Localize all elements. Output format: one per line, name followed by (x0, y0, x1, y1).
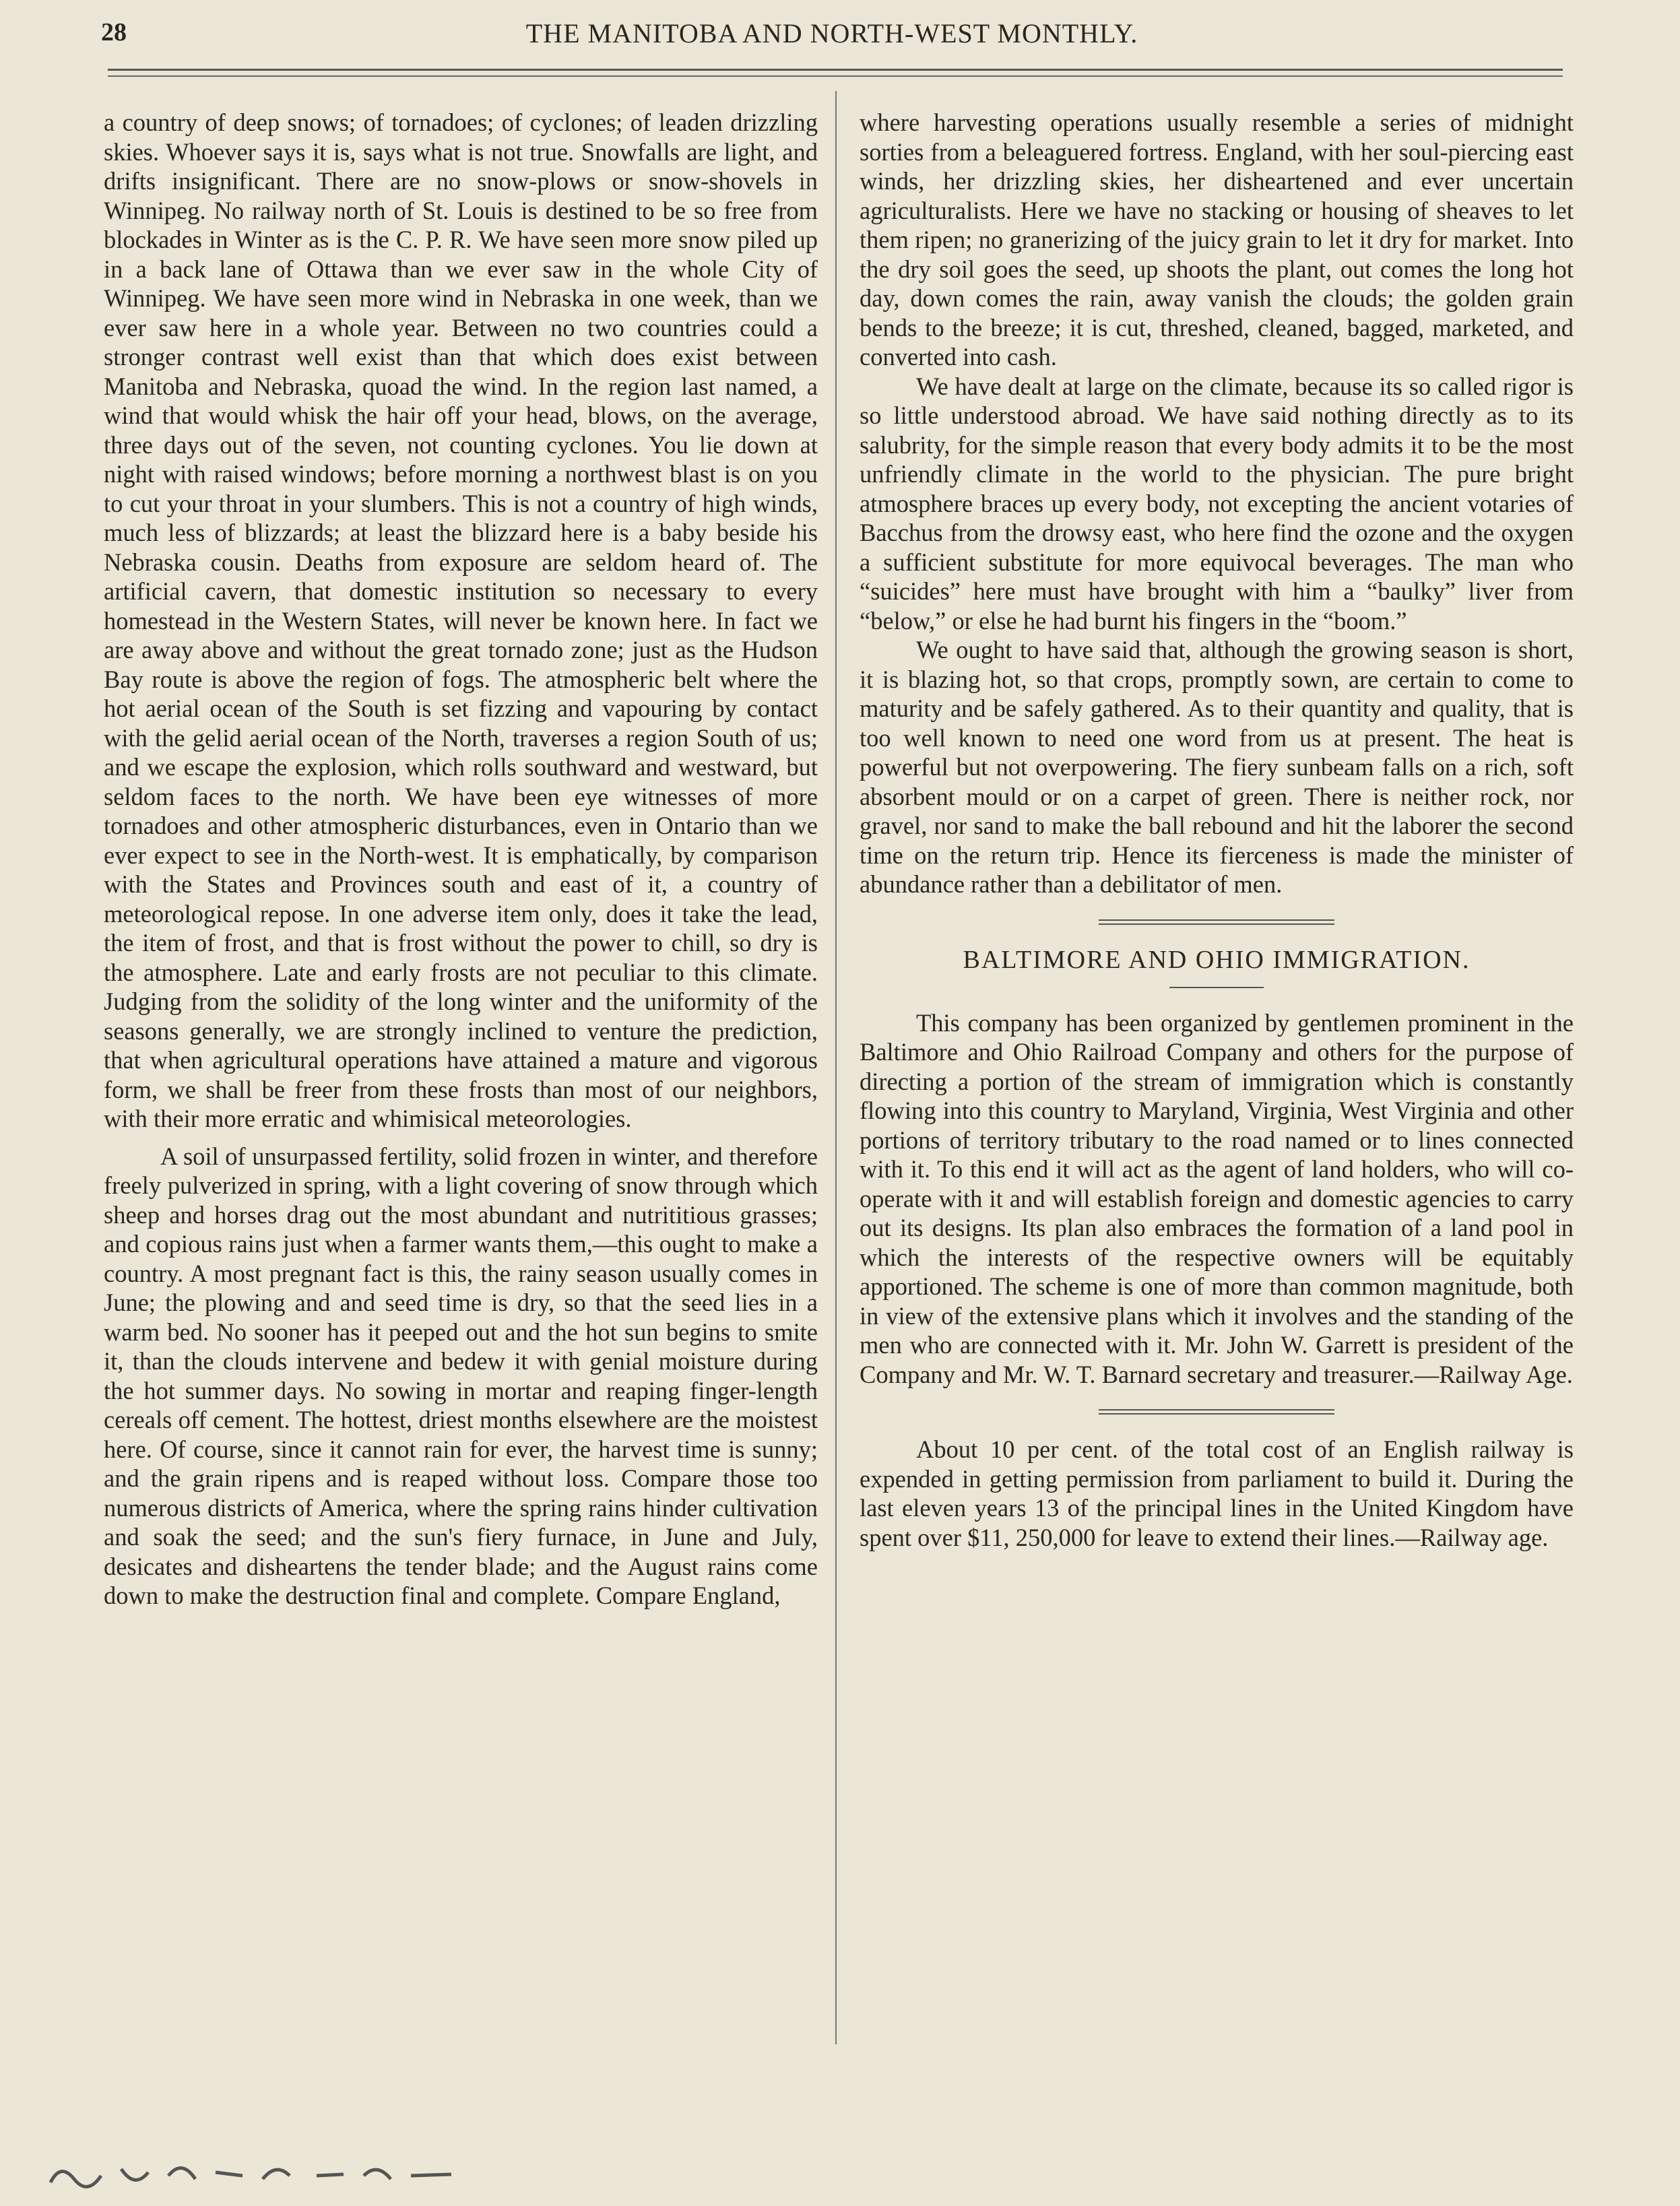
paragraph: where harvesting operations usually resemble a series of midnight sorties from a beleaguered fortress. England, with her soul-piercing east winds, her drizzling skies, her disheartened and ever uncertain agriculturalists. Here we have no stacking or housing of sheaves to let them ripen; no granerizing of the juicy grain to let it dry for market. Into the dry soil goes the seed, up shoots the plant, out comes the long hot day, down comes the rain, away vanish the clouds; the golden grain bends to the breeze; it is cut, threshed, cleaned, bagged, marketed, and converted into cash. (860, 108, 1574, 370)
page-number: 28 (101, 18, 127, 46)
right-column (860, 108, 1574, 1552)
section-separator (1099, 1409, 1334, 1415)
section-separator (1099, 919, 1334, 925)
running-head (101, 18, 1563, 58)
paragraph: a country of deep snows; of tornadoes; of cyclones; of leaden drizzling skies. Whoever says it is, says what is not true. Snowfalls are light, and drifts insignificant. There are no snow-plows or snow-shovels in Winnipeg. No railway north of St. Louis is destined to be so free from blockades in Winter as is the C. P. R. We have seen more snow piled up in a back lane of Ottawa than we ever saw in the whole City of Winnipeg. We have seen more wind in Nebraska in one week, than we ever saw here in a whole year. Between no two countries could a stronger contrast well exist than that which does exist between Manitoba and Nebraska, quoad the wind. In the region last named, a wind that would whisk the hair off your head, blows, on the average, three days out of the seven, not counting cyclones. You lie down at night with raised windows; before morning a northwest blast is on you to cut your throat in your slumbers. This is not a country of high winds, much less of blizzards; at least the blizzard here is a baby beside his Nebraska cousin. Deaths from exposure are seldom heard of. The artificial cavern, that domestic institution so necessary to every homestead in the Western States, will never be known here. In fact we are away above and without the great tornado zone; just as the Hudson Bay route is above the region of fogs. The atmospheric belt where the hot aerial ocean of the South is set fizzing and vapouring by contact with the gelid aerial ocean of the North, traverses a region South of us; and we escape the explosion, which rolls southward and westward, but seldom faces to the north. We have been eye witnesses of more tornadoes and other atmospheric disturbances, even in Ontario than we ever expect to see in the North-west. It is emphatically, by comparison with the States and Provinces south and east of it, a country of meteorological repose. In one adverse item only, does it take the lead, the item of frost, and that is frost without the power to chill, so dry is the atmosphere. Late and early frosts are not peculiar to this climate. Judging from the solidity of the long winter and the uniformity of the seasons generally, we are strongly inclined to venture the prediction, that when agricultural operations have attained a mature and vigorous form, we shall be freer from these frosts than most of our neighbors, with their more erratic and whimisical meteorologies. (104, 108, 818, 1132)
heading-underline (1169, 987, 1264, 988)
paragraph: We have dealt at large on the climate, because its so called rigor is so little understood abroad. We have said nothing directly as to its salubrity, for the simple reason that every body admits it to be the most unfriendly climate in the world to the physician. The pure bright atmosphere braces up every body, not excepting the ancient votaries of Bacchus from the drowsy east, who here find the ozone and the oxygen a sufficient substitute for more equivocal beverages. The man who “suicides” here must have brought with him a “baulky” liver from “below,” or else he had burnt his fingers in the “boom.” (860, 372, 1574, 635)
handwritten-mark (47, 2155, 478, 2206)
paragraph: We ought to have said that, although the growing season is short, it is blazing hot, so that crops, promptly sown, are certain to come to maturity and be safely gathered. As to their quantity and quality, that is too well known to need one word from us at present. The heat is powerful but not overpowering. The fiery sunbeam falls on a rich, soft absorbent mould or on a carpet of green. There is neither rock, nor gravel, nor sand to make the ball rebound and hit the laborer the second time on the return trip. Hence its fierceness is made the minister of abundance rather than a debilitator of men. (860, 636, 1574, 898)
header-rule-thin (108, 75, 1563, 77)
left-column (104, 108, 818, 1611)
paragraph: A soil of unsurpassed fertility, solid frozen in winter, and therefore freely pulverized in spring, with a light covering of snow through which sheep and horses drag out the most abundant and nutrititious grasses; and copious rains just when a farmer wants them,—this ought to make a country. A most pregnant fact is this, the rainy season usually comes in June; the plowing and and seed time is dry, so that the seed lies in a warm bed. No sooner has it peeped out and the hot sun begins to smite it, than the clouds intervene and bedew it with genial moisture during the hot summer days. No sowing in mortar and reaping finger-length cereals off cement. The hottest, driest months elsewhere are the moistest here. Of course, since it cannot rain for ever, the harvest time is sunny; and the grain ripens and is reaped without loss. Compare those too numerous districts of America, where the spring rains hinder cultivation and soak the seed; and the sun's fiery furnace, in June and July, desicates and disheartens the tender blade; and the August rains come down to make the destruction final and complete. Compare England, (104, 1142, 818, 1609)
header-rule (108, 69, 1563, 71)
paragraph: This company has been organized by gentlemen prominent in the Baltimore and Ohio Railroad Company and others for the purpose of directing a portion of the stream of immigration which is constantly flowing into this country to Maryland, Virginia, West Virginia and other portions of territory tributary to the road named or to lines connected with it. To this end it will act as the agent of land holders, who will co-operate with it and will establish foreign and domestic agencies to carry out its designs. Its plan also embraces the formation of a land pool in which the interests of the respective owners will be equitably apportioned. The scheme is one of more than common magnitude, both in view of the extensive plans which it involves and the standing of the men who are connected with it. Mr. John W. Garrett is president of the Company and Mr. W. T. Barnard secretary and treasurer.—Railway Age. (860, 1008, 1574, 1388)
section-heading: BALTIMORE AND OHIO IMMIGRATION. (963, 945, 1471, 974)
journal-title: THE MANITOBA AND NORTH-WEST MONTHLY. (525, 18, 1138, 48)
paragraph: About 10 per cent. of the total cost of an English railway is expended in getting permission from parliament to build it. During the last eleven years 13 of the principal lines in the United Kingdom have spent over $11, 250,000 for leave to extend their lines.—Railway age. (860, 1435, 1574, 1551)
column-divider (835, 91, 837, 2044)
